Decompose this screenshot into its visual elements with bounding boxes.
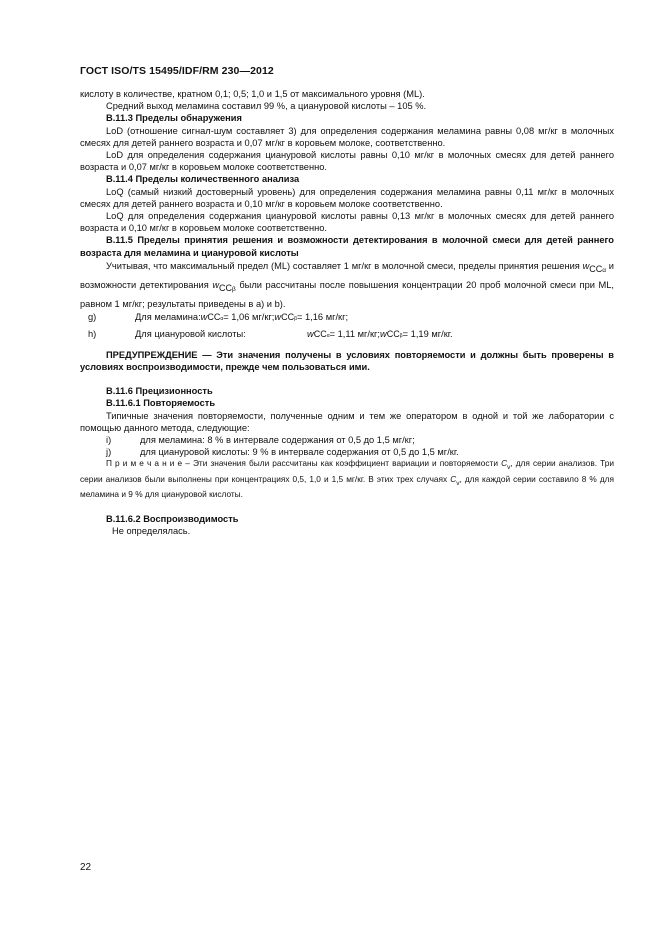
symbol-cc: CC — [207, 311, 221, 322]
symbol-w: w — [200, 311, 208, 322]
symbol-cv: C — [501, 458, 508, 469]
symbol-alpha: α — [220, 315, 224, 322]
heading-decision-limits: В.11.5 Пределы принятия решения и возможности детектирования в молочной смеси для детей раннего возраста для меламина и циануровой кислоты — [80, 235, 614, 258]
heading-detection-limits: В.11.3 Пределы обнаружения — [106, 113, 242, 124]
symbol-beta: β — [399, 332, 403, 339]
list-item-h — [80, 328, 614, 345]
value-text: = 1,19 мг/кг. — [402, 328, 453, 339]
symbol-alpha: α — [602, 266, 607, 274]
text-segment: , для серии анализов. Три серии анализов были выполнены при концентрациях 0,5, 1,0 и 1,5 мг/кг. В этих трех случаях — [80, 458, 614, 484]
document-header: ГОСТ ISO/TS 15495/IDF/RM 230—2012 — [80, 65, 274, 77]
text-segment: , для каждой серии составило 8 % для меламина и 9 % для циануровой кислоты. — [80, 473, 614, 500]
note-label: П р и м е ч а н и е — [106, 458, 183, 469]
list-item-g — [80, 311, 614, 328]
list-text: для меламина: 8 % в интервале содержания от 0,5 до 1,5 мг/кг; — [140, 435, 415, 446]
paragraph-reproducibility: Не определялась. — [112, 526, 191, 537]
spacer — [80, 373, 614, 385]
symbol-w: w — [212, 279, 220, 290]
list-label: h) — [88, 328, 97, 339]
text-segment: – Эти значения были рассчитаны как коэффициент вариации и повторяемости — [182, 458, 502, 469]
symbol-cc: CC — [219, 282, 233, 293]
paragraph-lod-cyanuric: LoD для определения содержания циануровой кислоты равны 0,10 мг/кг в молочных смесях для детей раннего возраста и 0,07 мг/кг в коровьем молоке соответственно. — [80, 150, 614, 173]
symbol-cv: C — [450, 473, 457, 484]
symbol-beta: β — [232, 285, 236, 293]
text-segment: и возможности детектирования — [80, 260, 614, 290]
heading-reproducibility: В.11.6.2 Воспроизводимость — [106, 513, 239, 524]
document-body — [80, 88, 614, 537]
paragraph-loq-cyanuric: LoQ для определения содержания циануровой кислоты равны 0,13 мг/кг в молочных смесях для детей раннего возраста и 0,10 мг/кг в коровьем молоке соответственно. — [80, 211, 614, 234]
value-text: = 1,16 мг/кг; — [297, 311, 349, 322]
list-text: Для циануровой кислоты: — [135, 328, 246, 339]
symbol-cc: CC — [589, 263, 603, 274]
text-segment: Учитывая, что максимальный предел (ML) составляет 1 мг/кг в молочной смеси, пределы принятия решения — [106, 260, 583, 271]
heading-quantification-limits: В.11.4 Пределы количественного анализа — [106, 174, 300, 185]
heading-precision: В.11.6 Прецизионность — [106, 386, 213, 397]
page-number: 22 — [80, 862, 92, 873]
warning-paragraph: ПРЕДУПРЕЖДЕНИЕ — Эти значения получены в условиях повторяемости и должны быть проверены в условиях воспроизводимости, прежде чем пользоваться ими. — [80, 349, 614, 373]
symbol-alpha: α — [326, 332, 330, 339]
heading-repeatability: В.11.6.1 Повторяемость — [106, 398, 216, 409]
symbol-cc: CC — [386, 328, 400, 339]
symbol-v: v — [456, 479, 460, 487]
symbol-beta: β — [294, 315, 297, 322]
symbol-w: w — [274, 311, 282, 322]
note-paragraph — [80, 458, 614, 501]
paragraph-average-yield: Средний выход меламина составил 99 %, а циануровой кислоты – 105 %. — [106, 101, 427, 112]
list-item-i — [80, 434, 614, 446]
list-label: i) — [106, 435, 112, 446]
text-segment: были рассчитаны после повышения концентрации 20 проб молочной смеси при ML, равном 1 мг/кг; результаты приведены в a) и b). — [80, 279, 614, 309]
symbol-w: w — [307, 328, 314, 339]
symbol-w: w — [380, 328, 387, 339]
symbol-cc: CC — [281, 311, 295, 322]
spacer — [80, 501, 614, 513]
paragraph-recovery-start: кислоту в количестве, кратном 0,1; 0,5; 1,0 и 1,5 от максимального уровня (ML). — [80, 89, 425, 99]
value-text: = 1,11 мг/кг; — [329, 328, 381, 339]
list-text: для циануровой кислоты: 9 % в интервале содержания от 0,5 до 1,5 мг/кг. — [140, 447, 459, 458]
symbol-v: v — [507, 464, 511, 472]
paragraph-lod-melamine: LoD (отношение сигнал-шум составляет 3) для определения содержания меламина равны 0,08 мг/кг в молочных смесях для детей раннего возраста и 0,07 мг/кг в коровьем молоке, соответственно. — [80, 125, 614, 148]
value-text: = 1,06 мг/кг; — [223, 311, 275, 322]
paragraph-repeatability: Типичные значения повторяемости, полученные одним и тем же оператором в одной и той же лаборатории с помощью данного метода, следующие: — [80, 410, 614, 433]
symbol-cc: CC — [313, 328, 327, 339]
paragraph-loq-melamine: LoQ (самый низкий достоверный уровень) для определения содержания меламина равны 0,11 мг/кг в молочных смесях для детей раннего возраста и 0,10 мг/кг в коровьем молоке соответственно. — [80, 186, 614, 209]
list-label: g) — [88, 311, 97, 322]
symbol-w: w — [582, 260, 590, 271]
list-label: j) — [106, 447, 112, 458]
list-text: Для меламина: — [135, 311, 201, 322]
paragraph-decision-limits — [80, 259, 614, 311]
list-item-j — [80, 446, 614, 458]
